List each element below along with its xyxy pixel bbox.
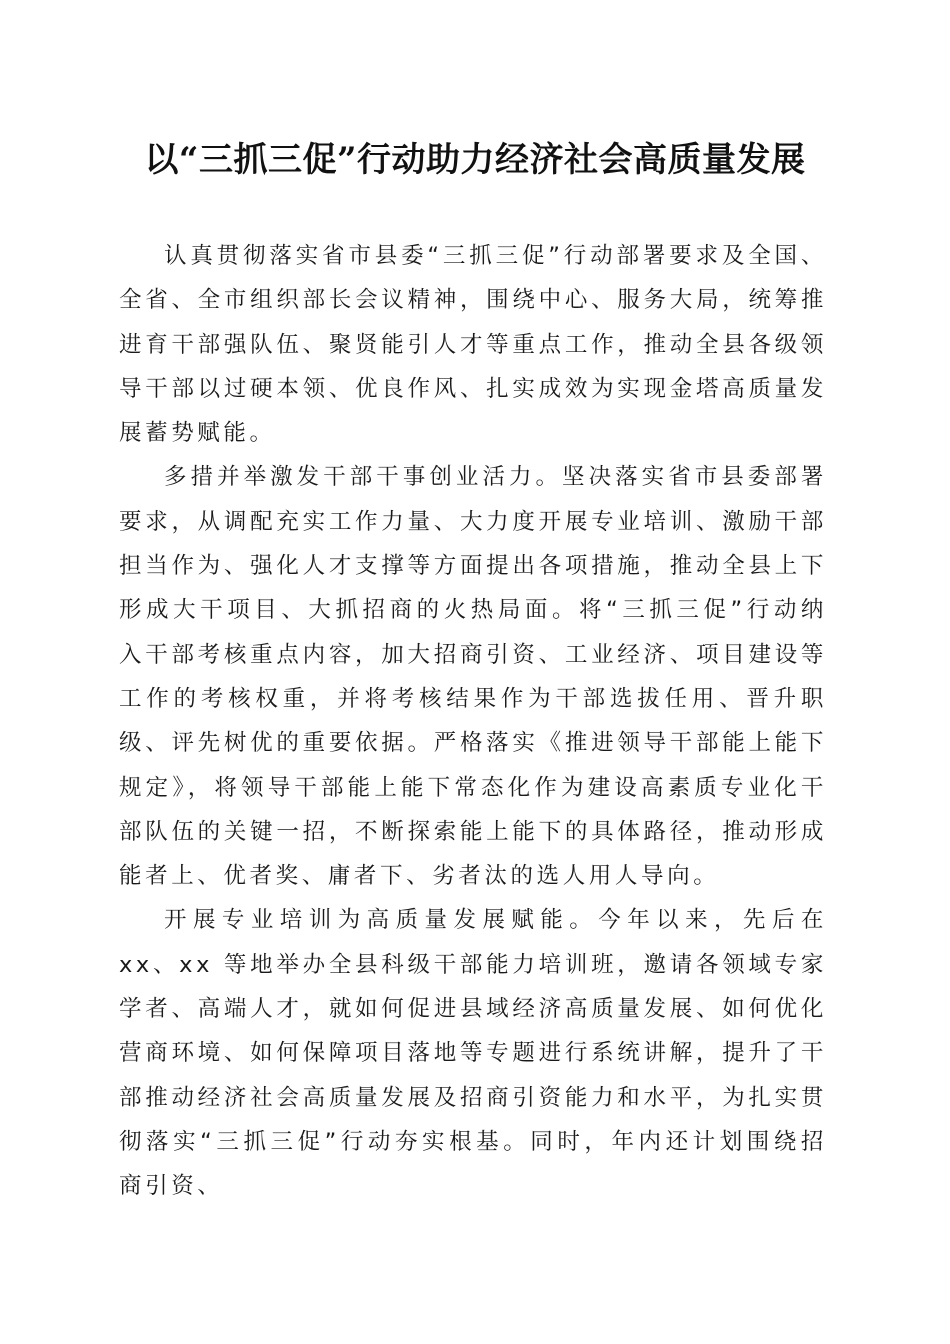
paragraph: 认真贯彻落实省市县委“三抓三促”行动部署要求及全国、全省、全市组织部长会议精神，围绕中心、服务大局，统筹推进育干部强队伍、聚贤能引人才等重点工作，推动全县各级领导干部以过硬本领、优良作风、扎实成效为实现金塔高质量发展蓄势赋能。	[119, 243, 827, 447]
document-body	[119, 234, 827, 1209]
paragraph: 多措并举激发干部干事创业活力。坚决落实省市县委部署要求，从调配充实工作力量、大力度开展专业培训、激励干部担当作为、强化人才支撑等方面提出各项措施，推动全县上下形成大干项目、大抓招商的火热局面。将“三抓三促”行动纳入干部考核重点内容，加大招商引资、工业经济、项目建设等工作的考核权重，并将考核结果作为干部选拔任用、晋升职级、评先树优的重要依据。严格落实《推进领导干部能上能下规定》，将领导干部能上能下常态化作为建设高素质专业化干部队伍的关键一招，不断探索能上能下的具体路径，推动形成能者上、优者奖、庸者下、劣者汰的选人用人导向。	[119, 464, 827, 890]
document-title: 以“三抓三促”行动助力经济社会高质量发展	[144, 140, 806, 180]
paragraph: 开展专业培训为高质量发展赋能。今年以来，先后在 xx、xx 等地举办全县科级干部能力培训班，邀请各领域专家学者、高端人才，就如何促进县域经济高质量发展、如何优化营商环境、如何保障项目落地等专题进行系统讲解，提升了干部推动经济社会高质量发展及招商引资能力和水平，为扎实贯彻落实“三抓三促”行动夯实根基。同时，年内还计划围绕招商引资、	[119, 907, 827, 1200]
